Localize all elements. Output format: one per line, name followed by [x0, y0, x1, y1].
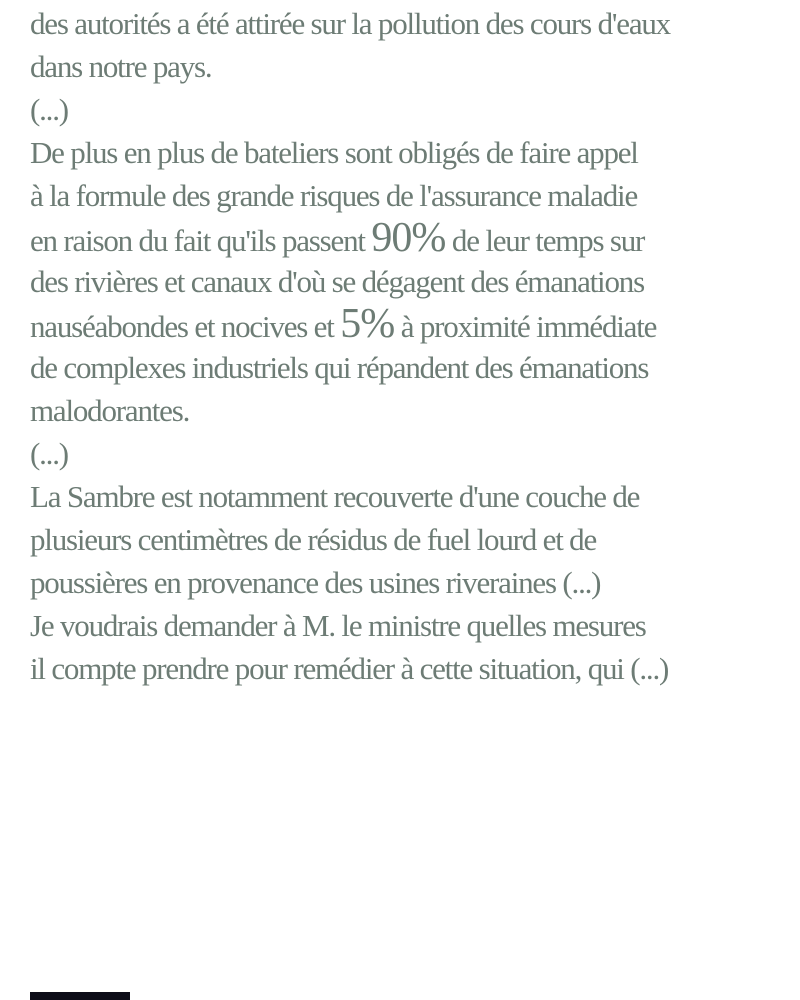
text-line	[30, 217, 782, 260]
text-line	[30, 518, 782, 561]
text-segment: (...)	[30, 92, 68, 127]
text-segment: (...)	[30, 436, 68, 471]
text-segment: des rivières et canaux d'où se dégagent des émanations	[30, 264, 644, 299]
text-line	[30, 88, 782, 131]
text-segment: dans notre pays.	[30, 49, 212, 84]
text-segment: La Sambre est notamment recouverte d'une couche de	[30, 479, 640, 514]
text-segment: Je voudrais demander à M. le ministre quelles mesures	[30, 608, 646, 643]
text-line	[30, 604, 782, 647]
text-segment: des autorités a été attirée sur la pollution des cours d'eaux	[30, 6, 670, 41]
text-segment: de complexes industriels qui répandent des émanations	[30, 350, 649, 385]
percentage-figure: 5%	[340, 301, 395, 347]
text-line	[30, 260, 782, 303]
text-segment: il compte prendre pour remédier à cette situation, qui (...)	[30, 651, 669, 686]
text-line	[30, 389, 782, 432]
text-line	[30, 2, 782, 45]
text-line	[30, 174, 782, 217]
percentage-figure: 90%	[371, 215, 446, 261]
text-line	[30, 303, 782, 346]
text-segment: De plus en plus de bateliers sont obligés de faire appel	[30, 135, 638, 170]
text-line	[30, 561, 782, 604]
text-segment: de leur temps sur	[445, 223, 645, 258]
text-line	[30, 475, 782, 518]
document-text	[30, 2, 782, 690]
text-segment: à la formule des grande risques de l'assurance maladie	[30, 178, 638, 213]
text-line	[30, 346, 782, 389]
text-line	[30, 647, 782, 690]
cropped-text-fragment	[30, 992, 130, 1000]
text-segment: malodorantes.	[30, 393, 190, 428]
text-line	[30, 131, 782, 174]
text-line	[30, 45, 782, 88]
text-segment: nauséabondes et nocives et	[30, 309, 341, 344]
text-segment: en raison du fait qu'ils passent	[30, 223, 372, 258]
text-segment: poussières en provenance des usines riveraines (...)	[30, 565, 601, 600]
text-segment: plusieurs centimètres de résidus de fuel lourd et de	[30, 522, 597, 557]
text-segment: à proximité immédiate	[394, 309, 657, 344]
text-line	[30, 432, 782, 475]
